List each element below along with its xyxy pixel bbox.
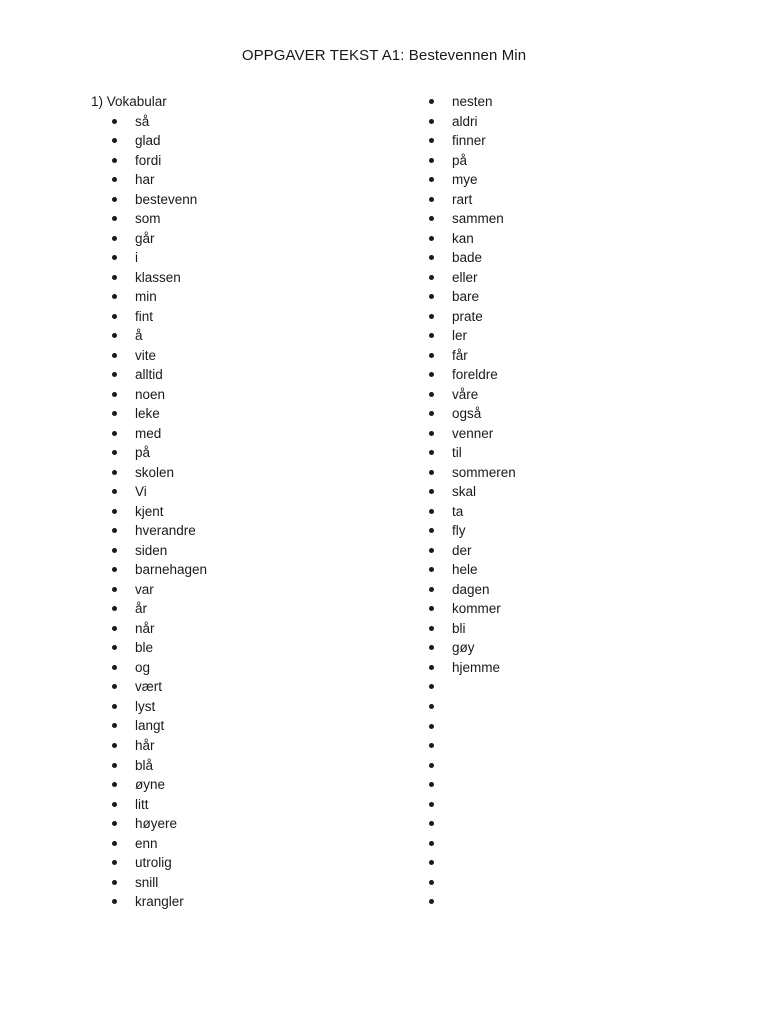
vocabulary-item (110, 873, 207, 893)
vocabulary-item (427, 151, 516, 171)
bullet-icon (112, 821, 117, 826)
vocabulary-word: prate (452, 308, 483, 324)
vocabulary-item (110, 775, 207, 795)
vocabulary-word: venner (452, 425, 494, 441)
vocabulary-word: hjemme (452, 659, 501, 675)
vocabulary-item (427, 658, 516, 678)
bullet-icon (429, 509, 434, 514)
vocabulary-item (427, 736, 516, 756)
bullet-icon (112, 431, 117, 436)
vocabulary-item (110, 190, 207, 210)
vocabulary-item (110, 424, 207, 444)
bullet-icon (112, 119, 117, 124)
vocabulary-list-left (91, 112, 207, 912)
vocabulary-item (427, 834, 516, 854)
vocabulary-item (427, 268, 516, 288)
vocabulary-item (427, 190, 516, 210)
vocabulary-word: fly (452, 523, 466, 539)
vocabulary-item (110, 736, 207, 756)
vocabulary-word: kommer (452, 601, 501, 617)
vocabulary-list-right (427, 92, 516, 912)
vocabulary-word: foreldre (452, 367, 498, 383)
vocabulary-item (427, 599, 516, 619)
bullet-icon (429, 665, 434, 670)
bullet-icon (112, 294, 117, 299)
vocabulary-word: glad (135, 133, 161, 149)
vocabulary-word: litt (135, 796, 149, 812)
vocabulary-word: krangler (135, 894, 184, 910)
bullet-icon (112, 489, 117, 494)
bullet-icon (429, 684, 434, 689)
vocabulary-item (427, 775, 516, 795)
bullet-icon (429, 802, 434, 807)
vocabulary-item (110, 170, 207, 190)
vocabulary-item (110, 365, 207, 385)
vocabulary-word: snill (135, 874, 159, 890)
bullet-icon (429, 724, 434, 729)
bullet-icon (429, 841, 434, 846)
vocabulary-word: hår (135, 738, 155, 753)
bullet-icon (429, 880, 434, 885)
bullet-icon (112, 880, 117, 885)
vocabulary-word: på (135, 445, 151, 461)
vocabulary-item (427, 209, 516, 229)
vocabulary-word: bestevenn (135, 191, 198, 207)
vocabulary-word: også (452, 406, 482, 422)
vocabulary-word: sammen (452, 211, 504, 227)
vocabulary-word: nesten (452, 94, 493, 109)
bullet-icon (112, 763, 117, 768)
vocabulary-word: med (135, 425, 162, 441)
bullet-icon (112, 723, 117, 728)
bullet-icon (429, 548, 434, 553)
bullet-icon (112, 255, 117, 260)
vocabulary-word: bare (452, 289, 480, 305)
bullet-icon (112, 684, 117, 689)
vocabulary-item (110, 248, 207, 268)
vocabulary-item (110, 307, 207, 327)
bullet-icon (112, 841, 117, 846)
bullet-icon (429, 587, 434, 592)
vocabulary-word: lyst (135, 698, 156, 714)
vocabulary-word: sommeren (452, 464, 516, 480)
vocabulary-item (110, 619, 207, 639)
vocabulary-item (110, 560, 207, 580)
bullet-icon (112, 743, 117, 748)
vocabulary-word: å (135, 328, 143, 344)
bullet-icon (429, 177, 434, 182)
vocabulary-item (110, 697, 207, 717)
bullet-icon (429, 626, 434, 631)
vocabulary-word: så (135, 113, 150, 129)
vocabulary-word: gøy (452, 640, 475, 656)
vocabulary-item (110, 385, 207, 405)
bullet-icon (429, 450, 434, 455)
bullet-icon (429, 470, 434, 475)
bullet-icon (112, 236, 117, 241)
vocabulary-word: utrolig (135, 855, 172, 871)
bullet-icon (429, 314, 434, 319)
vocabulary-item (427, 560, 516, 580)
vocabulary-item (110, 834, 207, 854)
bullet-icon (112, 392, 117, 397)
bullet-icon (429, 704, 434, 709)
vocabulary-word: vært (135, 679, 162, 695)
vocabulary-item (427, 248, 516, 268)
vocabulary-right-column (427, 92, 516, 912)
vocabulary-item (110, 443, 207, 463)
vocabulary-item (427, 385, 516, 405)
bullet-icon (429, 138, 434, 143)
vocabulary-item (427, 92, 516, 112)
vocabulary-item (427, 307, 516, 327)
vocabulary-word: hele (452, 562, 478, 578)
vocabulary-word: hverandre (135, 523, 196, 539)
bullet-icon (112, 177, 117, 182)
bullet-icon (429, 606, 434, 611)
bullet-icon (429, 743, 434, 748)
bullet-icon (429, 392, 434, 397)
bullet-icon (429, 333, 434, 338)
vocabulary-item (427, 326, 516, 346)
bullet-icon (112, 782, 117, 787)
vocabulary-item (110, 853, 207, 873)
bullet-icon (112, 158, 117, 163)
bullet-icon (112, 470, 117, 475)
bullet-icon (112, 372, 117, 377)
vocabulary-word: skal (452, 484, 477, 500)
bullet-icon (112, 802, 117, 807)
vocabulary-word: når (135, 620, 155, 636)
vocabulary-item (427, 795, 516, 815)
vocabulary-item (427, 229, 516, 249)
bullet-icon (112, 216, 117, 221)
bullet-icon (429, 431, 434, 436)
vocabulary-word: dagen (452, 581, 490, 597)
bullet-icon (429, 645, 434, 650)
vocabulary-item (110, 502, 207, 522)
vocabulary-item (427, 873, 516, 893)
vocabulary-item (110, 287, 207, 307)
vocabulary-word: aldri (452, 113, 478, 129)
vocabulary-item (427, 717, 516, 737)
vocabulary-word: år (135, 601, 148, 617)
vocabulary-word: kjent (135, 503, 164, 519)
vocabulary-item (427, 502, 516, 522)
vocabulary-word: høyere (135, 816, 178, 832)
bullet-icon (429, 782, 434, 787)
vocabulary-item (427, 638, 516, 658)
vocabulary-word: til (452, 445, 462, 461)
vocabulary-left-column (91, 92, 207, 912)
vocabulary-item (110, 599, 207, 619)
vocabulary-word: der (452, 542, 472, 558)
vocabulary-item (110, 716, 207, 736)
vocabulary-word: siden (135, 542, 168, 558)
vocabulary-item (427, 287, 516, 307)
bullet-icon (112, 275, 117, 280)
vocabulary-item (110, 658, 207, 678)
vocabulary-word: på (452, 152, 468, 168)
vocabulary-item (110, 677, 207, 697)
bullet-icon (112, 665, 117, 670)
bullet-icon (429, 353, 434, 358)
vocabulary-item (427, 677, 516, 697)
vocabulary-item (110, 814, 207, 834)
bullet-icon (112, 197, 117, 202)
bullet-icon (112, 704, 117, 709)
bullet-icon (112, 138, 117, 143)
vocabulary-item (427, 365, 516, 385)
vocabulary-word: får (452, 347, 468, 363)
vocabulary-item (427, 541, 516, 561)
bullet-icon (429, 821, 434, 826)
bullet-icon (112, 450, 117, 455)
vocabulary-item (427, 892, 516, 912)
vocabulary-word: Vi (135, 484, 147, 500)
bullet-icon (112, 587, 117, 592)
bullet-icon (112, 626, 117, 631)
vocabulary-word: ble (135, 640, 154, 656)
vocabulary-item (427, 404, 516, 424)
vocabulary-word: i (135, 250, 138, 266)
vocabulary-item (110, 541, 207, 561)
bullet-icon (429, 275, 434, 280)
vocabulary-word: går (135, 230, 155, 246)
vocabulary-item (427, 853, 516, 873)
vocabulary-word: barnehagen (135, 562, 208, 578)
vocabulary-item (110, 131, 207, 151)
bullet-icon (429, 99, 434, 104)
vocabulary-word: øyne (135, 777, 166, 793)
bullet-icon (112, 528, 117, 533)
vocabulary-item (110, 756, 207, 776)
vocabulary-word: finner (452, 133, 486, 149)
bullet-icon (112, 567, 117, 572)
bullet-icon (429, 372, 434, 377)
vocabulary-word: langt (135, 718, 165, 734)
vocabulary-item (427, 346, 516, 366)
vocabulary-word: noen (135, 386, 166, 402)
page-title: OPPGAVER TEKST A1: Bestevennen Min (241, 47, 527, 64)
vocabulary-word: ta (452, 503, 464, 519)
vocabulary-item (427, 756, 516, 776)
vocabulary-item (427, 463, 516, 483)
bullet-icon (429, 567, 434, 572)
vocabulary-word: alltid (135, 367, 163, 383)
vocabulary-item (110, 112, 207, 132)
vocabulary-word: bli (452, 620, 466, 636)
vocabulary-item (427, 482, 516, 502)
vocabulary-item (110, 326, 207, 346)
vocabulary-item (427, 619, 516, 639)
bullet-icon (112, 509, 117, 514)
vocabulary-item (427, 112, 516, 132)
vocabulary-word: ler (452, 328, 468, 344)
vocabulary-word: har (135, 172, 155, 188)
bullet-icon (112, 314, 117, 319)
bullet-icon (112, 899, 117, 904)
vocabulary-item (427, 580, 516, 600)
vocabulary-word: min (135, 289, 157, 305)
vocabulary-word: vite (135, 347, 157, 363)
bullet-icon (112, 645, 117, 650)
bullet-icon (429, 119, 434, 124)
vocabulary-word: mye (452, 172, 478, 188)
bullet-icon (429, 197, 434, 202)
vocabulary-item (427, 814, 516, 834)
vocabulary-item (427, 131, 516, 151)
bullet-icon (429, 411, 434, 416)
vocabulary-word: bade (452, 250, 483, 266)
vocabulary-word: fint (135, 308, 154, 324)
bullet-icon (112, 606, 117, 611)
vocabulary-item (110, 892, 207, 912)
vocabulary-item (110, 404, 207, 424)
vocabulary-item (110, 268, 207, 288)
bullet-icon (429, 216, 434, 221)
vocabulary-word: rart (452, 191, 473, 207)
vocabulary-item (110, 229, 207, 249)
vocabulary-item (110, 482, 207, 502)
vocabulary-item (427, 424, 516, 444)
vocabulary-item (110, 638, 207, 658)
vocabulary-item (427, 521, 516, 541)
section-heading: 1) Vokabular (91, 94, 167, 109)
vocabulary-item (110, 209, 207, 229)
vocabulary-word: og (135, 659, 151, 675)
bullet-icon (429, 528, 434, 533)
vocabulary-word: fordi (135, 152, 162, 168)
vocabulary-item (427, 697, 516, 717)
vocabulary-item (110, 521, 207, 541)
bullet-icon (112, 353, 117, 358)
vocabulary-item (427, 443, 516, 463)
vocabulary-item (427, 170, 516, 190)
vocabulary-word: var (135, 581, 154, 597)
vocabulary-item (110, 346, 207, 366)
bullet-icon (429, 763, 434, 768)
vocabulary-word: eller (452, 269, 478, 285)
bullet-icon (112, 411, 117, 416)
vocabulary-item (110, 795, 207, 815)
vocabulary-word: enn (135, 835, 158, 851)
vocabulary-word: som (135, 211, 161, 227)
vocabulary-item (110, 151, 207, 171)
bullet-icon (112, 860, 117, 865)
vocabulary-word: leke (135, 406, 160, 422)
bullet-icon (429, 158, 434, 163)
vocabulary-word: blå (135, 757, 154, 773)
bullet-icon (429, 860, 434, 865)
vocabulary-word: kan (452, 230, 474, 246)
vocabulary-word: skolen (135, 464, 175, 480)
vocabulary-word: våre (452, 386, 479, 402)
vocabulary-item (110, 580, 207, 600)
bullet-icon (429, 489, 434, 494)
vocabulary-item (110, 463, 207, 483)
bullet-icon (112, 548, 117, 553)
bullet-icon (429, 255, 434, 260)
bullet-icon (429, 236, 434, 241)
bullet-icon (429, 899, 434, 904)
bullet-icon (112, 333, 117, 338)
bullet-icon (429, 294, 434, 299)
vocabulary-word: klassen (135, 269, 181, 285)
